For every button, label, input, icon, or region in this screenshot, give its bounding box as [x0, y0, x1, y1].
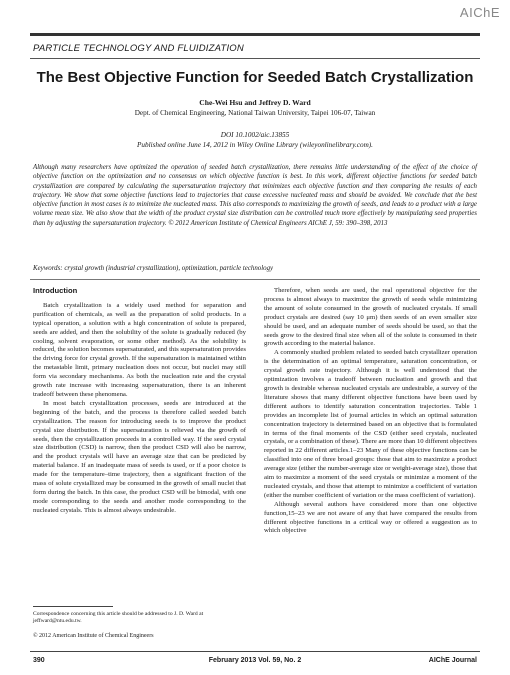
body-paragraph: Therefore, when seeds are used, the real operational objective for the process is almost always to maximize the growth of seeds while minimizing the amount of solute consumed in the growth of nucleated crystals. If small product crystals are desired (say 10 μm) then seeds of an even smaller size should be used, and an adequate number of seeds should be used, so that the seeds grow to the desired final size when all of the solute is consumed in their growth according to the material balance. — [264, 287, 477, 348]
introduction-heading: Introduction — [33, 286, 78, 295]
section-label: PARTICLE TECHNOLOGY AND FLUIDIZATION — [33, 43, 244, 54]
footnote-rule — [33, 606, 113, 607]
section-rule — [30, 58, 480, 59]
body-paragraph: Although several authors have considered more than one objective function,15–23 we are not aware of any that have compared the results from different objective functions in a critical way or offered a suggestion as to which objective — [264, 500, 477, 535]
journal-name: AIChE Journal — [428, 657, 477, 664]
article-authors: Che-Wei Hsu and Jeffrey D. Ward — [199, 98, 311, 107]
header-rule — [30, 33, 480, 36]
left-column — [33, 287, 246, 516]
body-paragraph: A commonly studied problem related to seeded batch crystallizer operation is the determination of an optimal temperature, saturation concentration, or crystal growth rate trajectory. Although it is well understood that the optimization involves a tradeoff between nucleation and growth and that growth is desirable whereas nucleated crystals are undesirable, a survey of the literature shows that many different objective functions have been used by different authors to identify saturation concentration trajectories. Table 1 provides an incomplete list of journal articles in which an optimal saturation concentration trajectory is determined based on an objective that is formulated in terms of the final moments of the CSD (either seed crystals, nucleated crystals, or a combination of these). There are more than 10 different objectives reported in 22 different articles.1–23 Many of these objective functions can be classified into one of three broad groups: those that aim to maximize a product average size (either the number-average size or weight-average size), those that aim to maximize a moment of the seed crystals or minimize a moment of the nucleated crystals, and those that attempt to minimize a coefficient of variation (either the number coefficient of variation or the mass coefficient of variation). — [264, 349, 477, 499]
issue-info: February 2013 Vol. 59, No. 2 — [208, 657, 302, 664]
abstract-rule — [30, 279, 480, 280]
publication-info: Published online June 14, 2012 in Wiley Online Library (wileyonlinelibrary.com). — [137, 141, 373, 149]
correspondence-footnote: Correspondence concerning this article should be addressed to J. D. Ward at jeffward@ntu.edu.tw. — [33, 611, 204, 624]
body-paragraph: Batch crystallization is a widely used method for separation and purification of chemicals, as well as the preparation of solid products. In a typical operation, a solution with a high concentration of solute is prepared, seeds are added, and then the solubility of the solute is gradually reduced (by cooling, solvent evaporation, or some other method). As the solubility is reduced, the solution becomes supersaturated, and this supersaturation provides the driving force for crystal growth. If the supersaturation is maintained within the metastable limit, primary nucleation does not occur, but nuclei may still form via secondary mechanisms. As both the nucleation rate and the crystal growth rate increase with increasing supersaturation, there is an inherent tradeoff between these phenomena. — [33, 301, 246, 398]
footer-rule — [30, 651, 480, 652]
page-number: 390 — [33, 657, 45, 664]
copyright-notice: © 2012 American Institute of Chemical Engineers — [33, 633, 154, 639]
author-affiliation: Dept. of Chemical Engineering, National Taiwan University, Taipei 106-07, Taiwan — [134, 109, 376, 117]
body-paragraph: In most batch crystallization processes, seeds are introduced at the beginning of the batch, and the process is therefore called seeded batch crystallization. The reason for introducing seeds is to improve the product crystal size distribution. If the supersaturation is relieved via the growth of seeds, then the crystallization proceeds in a controlled way. If the seed crystal size distribution (CSD) is narrow, then the product CSD will also be narrow, and the product crystals will have an average size that can be predicted by material balance. If an inadequate mass of seeds is used, or if a poor choice is made for the temperature–time trajectory, then a significant fraction of the mass of solute crystallized may be consumed in the growth of small nuclei that form during the batch. In this case, the product CSD will be bimodal, with one mode corresponding to the seeds and another mode corresponding to the nucleated crystals. This is almost always undesirable. — [33, 399, 246, 514]
right-column — [264, 287, 477, 536]
journal-logo: AIChE — [459, 5, 500, 20]
article-doi[interactable]: DOI 10.1002/aic.13855 — [220, 131, 290, 139]
keywords: Keywords: crystal growth (industrial crystallization), optimization, particle technology — [33, 265, 274, 272]
abstract: Although many researchers have optimized the operation of seeded batch crystallization, there remains little understanding of the effect of the choice of objective function on the optimization and no consensus on which objective function is best. In this work, different objective functions for seeded batch crystallization are compared by calculating the supersaturation trajectory that minimizes each objective function and then comparing the results of each trajectory. We show that some objective functions lead to trajectories that cause excessive nucleated mass and should be avoided. We conclude that the best objective function in most cases is to minimize the nucleated mass. This also corresponds to maximizing the growth of seeds, and leads to a product with a large volume mean size. We also show that the width of the product crystal size distribution can be controlled much more effectively by manipulating seed properties than by adjusting the supersaturation trajectory. © 2012 American Institute of Chemical Engineers AIChE J, 59: 390–398, 2013 — [33, 164, 477, 227]
article-title: The Best Objective Function for Seeded Batch Crystallization — [36, 69, 474, 86]
